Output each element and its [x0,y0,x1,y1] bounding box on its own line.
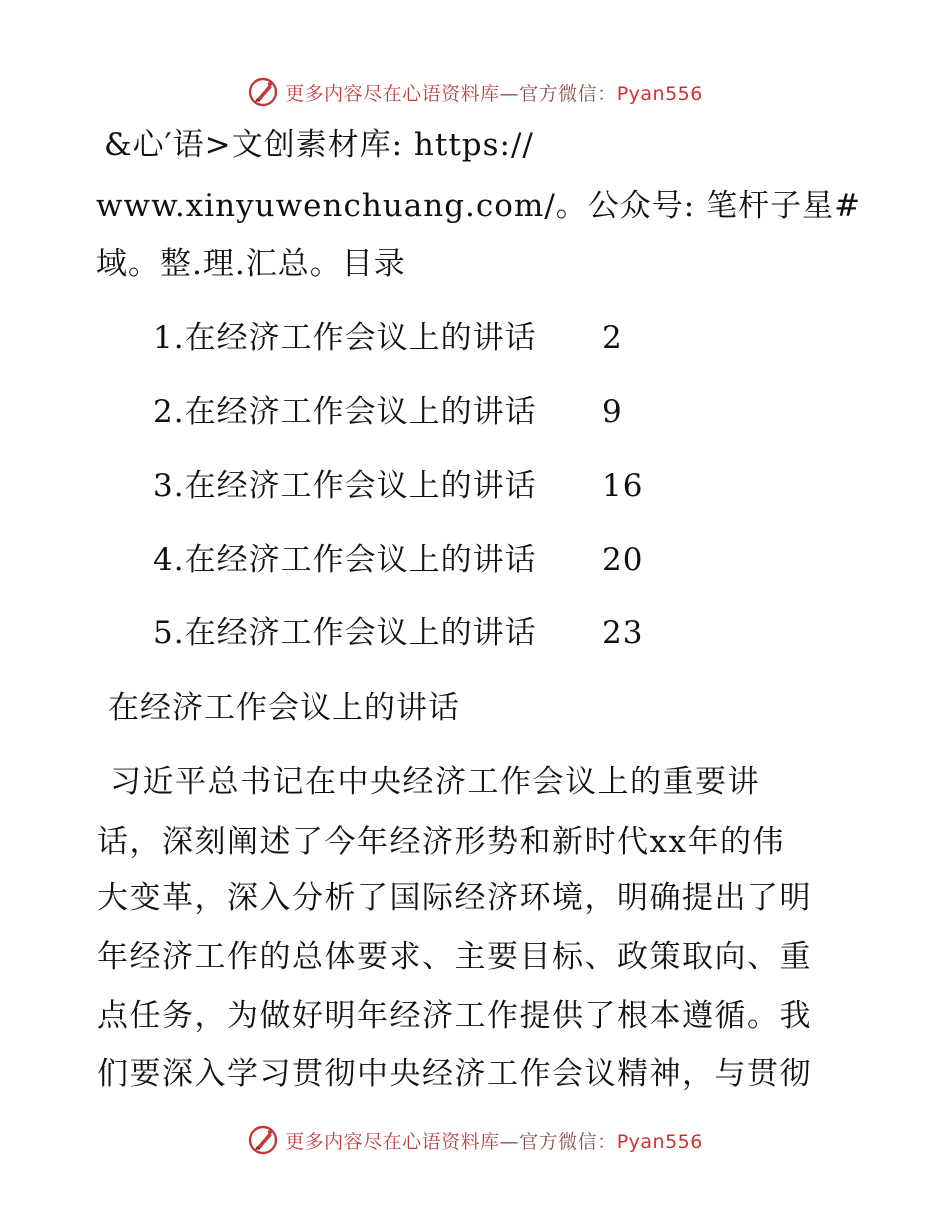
toc-item-title: 1.在经济工作会议上的讲话 [153,320,537,356]
quill-pen-logo-icon [247,1124,279,1156]
banner-slogan: 更多内容尽在心语资料库 [285,1130,500,1153]
toc-item[interactable] [153,613,644,653]
body-line: 大变革，深入分析了国际经济环境，明确提出了明 [97,880,812,916]
toc-item-page: 9 [602,394,623,430]
banner-separator: — [499,1130,520,1153]
banner-wechat-id: Pyan556 [616,1130,703,1153]
header-banner [0,70,950,114]
toc-item[interactable] [153,466,644,506]
banner-wechat-id: Pyan556 [616,82,703,105]
quill-pen-logo-icon [247,76,279,108]
toc-item-title: 3.在经济工作会议上的讲话 [153,468,537,504]
banner-separator: — [499,82,520,105]
banner-slogan: 更多内容尽在心语资料库 [285,82,500,105]
footer-banner [0,1118,950,1162]
section-title: 在经济工作会议上的讲话 [108,690,460,726]
header-line-1: &心′语>文创素材库: https:// [104,127,534,163]
banner-wechat-label: 官方微信： [519,1130,617,1153]
body-line: 点任务，为做好明年经济工作提供了根本遵循。我 [97,998,812,1034]
header-line-2: www.xinyuwenchuang.com/。公众号: 笔杆子星# [96,188,862,224]
banner-text [285,79,703,106]
banner-wechat-label: 官方微信： [519,82,617,105]
toc-item-page: 20 [602,542,644,578]
toc-item-title: 5.在经济工作会议上的讲话 [153,615,537,651]
toc-item-page: 2 [602,320,623,356]
toc-item-title: 2.在经济工作会议上的讲话 [153,394,537,430]
body-line: 们要深入学习贯彻中央经济工作会议精神，与贯彻 [97,1056,812,1092]
body-line: 年经济工作的总体要求、主要目标、政策取向、重 [97,939,812,975]
banner-text [285,1127,703,1154]
toc-item-title: 4.在经济工作会议上的讲话 [153,542,537,578]
toc-item[interactable] [153,318,623,358]
toc-item[interactable] [153,540,644,580]
header-line-3: 域。整.理.汇总。目录 [96,246,406,282]
toc-item-page: 23 [602,615,644,651]
toc-item[interactable] [153,392,623,432]
body-line: 习近平总书记在中央经济工作会议上的重要讲 [110,764,760,800]
body-line: 话，深刻阐述了今年经济形势和新时代xx年的伟 [97,824,785,860]
toc-item-page: 16 [602,468,644,504]
